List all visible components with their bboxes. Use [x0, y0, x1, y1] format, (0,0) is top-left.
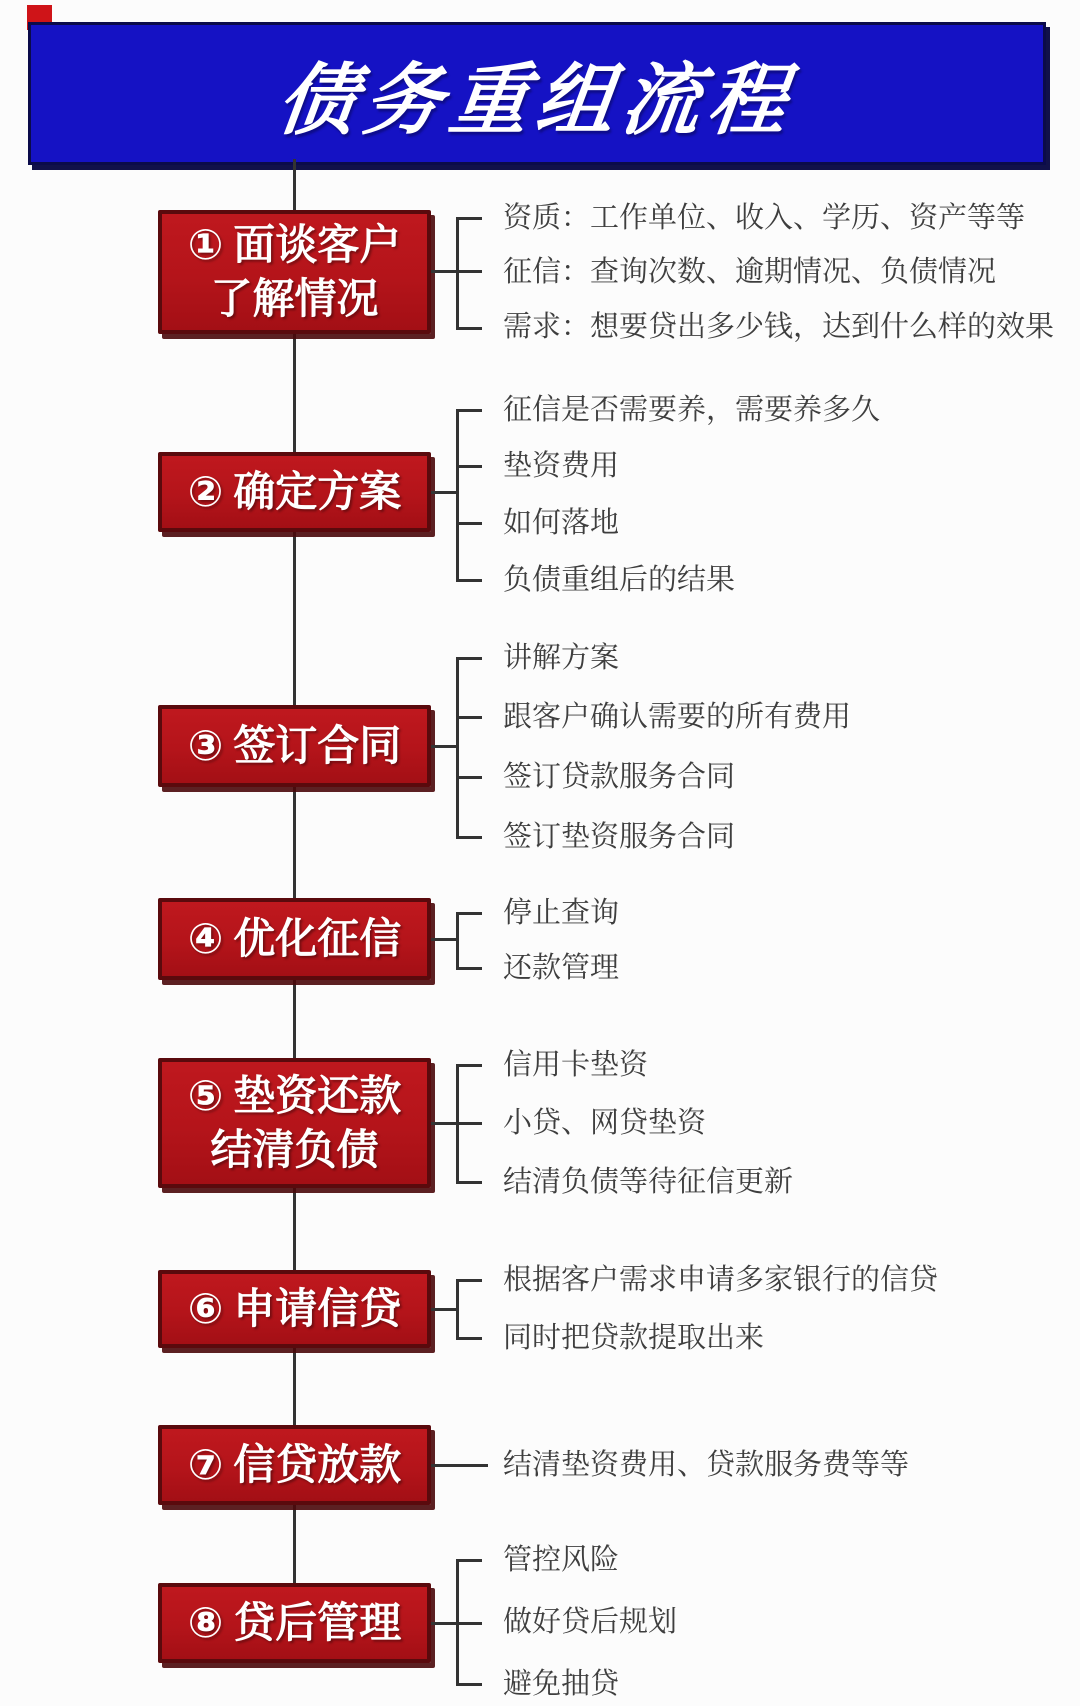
connector-line — [431, 938, 459, 941]
page-title: 债务重组流程 — [272, 55, 800, 144]
tick-line — [456, 579, 482, 582]
flow-item-text: 讲解方案 — [503, 642, 620, 674]
bracket-line — [456, 217, 459, 330]
flow-item-text: 资质：工作单位、收入、学历、资产等等 — [503, 202, 1026, 234]
bracket-line — [456, 657, 459, 839]
step-7-number: ⑦ — [187, 1441, 224, 1488]
tick-line — [456, 327, 482, 330]
flow-item-text: 负债重组后的结果 — [503, 564, 736, 596]
connector-line — [431, 491, 459, 494]
flow-item-text: 如何落地 — [503, 507, 620, 539]
flow-item-text: 避免抽贷 — [503, 1668, 620, 1700]
bracket-line — [456, 409, 459, 582]
tick-line — [456, 776, 482, 779]
bracket-line — [456, 1279, 459, 1340]
step-5-label: ⑤ 垫资还款 — [187, 1072, 402, 1119]
tick-line — [456, 1064, 482, 1067]
flow-item-text: 还款管理 — [503, 952, 620, 984]
step-2-label: ② 确定方案 — [187, 468, 402, 515]
step-1-number: ① — [187, 221, 224, 268]
step-4-label: ④ 优化征信 — [187, 915, 402, 962]
tick-line — [456, 465, 482, 468]
step-6-label: ⑥ 申请信贷 — [187, 1285, 402, 1332]
step-8-box — [158, 1583, 431, 1663]
bracket-line — [456, 912, 459, 970]
step-4-box — [158, 898, 431, 980]
flow-item-text: 根据客户需求申请多家银行的信贷 — [503, 1264, 939, 1296]
tick-line — [456, 409, 482, 412]
tick-line — [456, 217, 482, 220]
step-3-label: ③ 签订合同 — [187, 722, 402, 769]
tick-line — [456, 1683, 482, 1686]
step-3-box — [158, 705, 431, 787]
connector-line — [431, 745, 459, 748]
flow-item-text: 垫资费用 — [503, 450, 620, 482]
step-4-number: ④ — [187, 915, 224, 962]
tick-line — [456, 657, 482, 660]
tick-line — [456, 1279, 482, 1282]
tick-line — [456, 912, 482, 915]
step-8-number: ⑧ — [187, 1599, 224, 1646]
step-3-number: ③ — [187, 722, 224, 769]
step-2-box — [158, 452, 431, 532]
tick-line — [456, 1181, 482, 1184]
bracket-line — [456, 1064, 459, 1183]
step-7-label: ⑦ 信贷放款 — [187, 1441, 402, 1488]
step-1-label-line2: 了解情况 — [210, 275, 379, 322]
flow-item-text: 管控风险 — [503, 1544, 620, 1576]
step-7-box — [158, 1425, 431, 1505]
flow-item-text: 结清负债等待征信更新 — [503, 1166, 794, 1198]
step-5-number: ⑤ — [187, 1072, 224, 1119]
flow-item-text: 结清垫资费用、贷款服务费等等 — [503, 1449, 910, 1481]
step-6-box — [158, 1270, 431, 1348]
flow-item-text: 信用卡垫资 — [503, 1049, 649, 1081]
tick-line — [456, 522, 482, 525]
flow-item-text: 做好贷后规划 — [503, 1606, 678, 1638]
flow-item-text: 签订贷款服务合同 — [503, 761, 736, 793]
flow-item-text: 签订垫资服务合同 — [503, 821, 736, 853]
tick-line — [456, 716, 482, 719]
flow-item-text: 需求：想要贷出多少钱，达到什么样的效果 — [503, 311, 1055, 343]
tick-line — [456, 1337, 482, 1340]
step-2-number: ② — [187, 468, 224, 515]
step-1-box — [158, 210, 431, 334]
flow-item-text: 小贷、网贷垫资 — [503, 1107, 707, 1139]
flow-item-text: 征信是否需要养，需要养多久 — [503, 394, 881, 426]
flow-item-text: 同时把贷款提取出来 — [503, 1322, 765, 1354]
flow-item-text: 跟客户确认需要的所有费用 — [503, 701, 852, 733]
flow-item-text: 征信：查询次数、逾期情况、负债情况 — [503, 256, 997, 288]
tick-line — [456, 967, 482, 970]
step-5-box: ⑤ 垫资还款 结清负债 — [158, 1058, 431, 1188]
step-6-number: ⑥ — [187, 1285, 224, 1332]
connector-line — [431, 1308, 459, 1311]
tick-line — [456, 1559, 482, 1562]
bracket-line — [456, 1559, 459, 1686]
title-banner — [28, 22, 1046, 165]
connector-line — [431, 1464, 488, 1467]
tick-line — [456, 836, 482, 839]
flow-item-text: 停止查询 — [503, 897, 620, 929]
step-8-label: ⑧ 贷后管理 — [187, 1599, 402, 1646]
step-1-label: ① 面谈客户 — [187, 221, 402, 268]
flow-spine-line — [293, 159, 296, 1623]
